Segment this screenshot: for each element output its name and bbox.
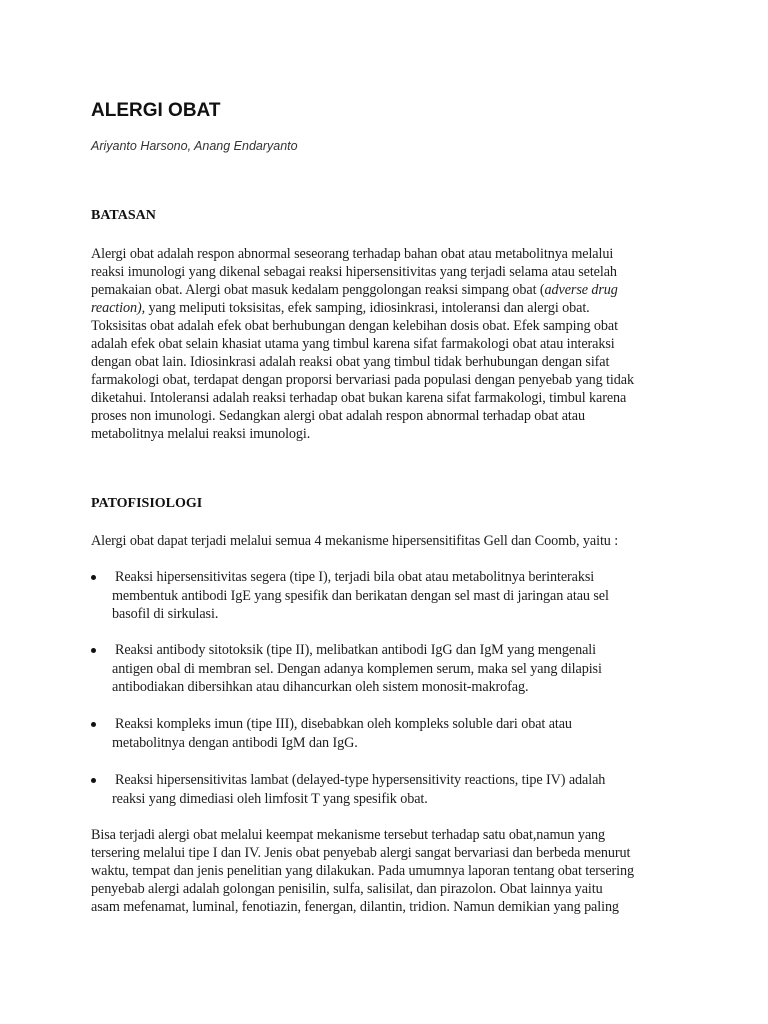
bullet-text: [112, 715, 692, 752]
bullet-text: [112, 641, 692, 697]
bullet-line: basofil di sirkulasi.: [112, 606, 219, 622]
paragraph-line: Alergi obat adalah respon abnormal seseorang terhadap bahan obat atau metabolitnya melalui: [91, 246, 614, 262]
paragraph-text: pemakaian obat. Alergi obat masuk kedalam penggolongan reaksi simpang obat (: [91, 282, 545, 298]
paragraph-line: farmakologi obat, terdapat dengan proporsi bervariasi pada populasi dengan penyebab yang tidak: [91, 372, 634, 388]
paragraph-line: metabolitnya melalui reaksi imunologi.: [91, 426, 311, 442]
reaction-term: reaction),: [91, 300, 146, 316]
bullet-line: reaksi yang dimediasi oleh limfosit T yang spesifik obat.: [112, 790, 428, 807]
bullet-line: antigen obal di membran sel. Dengan adanya komplemen serum, maka sel yang dilapisi: [112, 660, 602, 677]
bullet-line: Reaksi antibody sitotoksik (tipe II), melibatkan antibodi IgG dan IgM yang mengenali: [115, 642, 596, 658]
bullet-line: Reaksi kompleks imun (tipe III), disebabkan oleh kompleks soluble dari obat atau: [115, 716, 572, 732]
bullet-line: antibodiakan dibersihkan atau dihancurkan oleh sistem monosit-makrofag.: [112, 679, 529, 695]
paragraph-line: penyebab alergi adalah golongan penisilin, sulfa, salisilat, dan pirazolon. Obat lainnya yaitu: [91, 881, 603, 897]
paragraph-line: reaksi imunologi yang dikenal sebagai reaksi hipersensitivitas yang terjadi selama atau setelah: [91, 264, 617, 280]
paragraph-line: Toksisitas obat adalah efek obat berhubungan dengan kelebihan dosis obat. Efek samping obat: [91, 318, 618, 334]
paragraph-line: dengan obat lain. Idiosinkrasi adalah reaksi obat yang timbul tidak berhubungan dengan sifat: [91, 354, 610, 370]
bullet-icon: [91, 575, 96, 580]
section-heading-patofisiologi: PATOFISIOLOGI: [91, 496, 203, 511]
section-heading-batasan: BATASAN: [91, 208, 156, 223]
document-authors: Ariyanto Harsono, Anang Endaryanto: [91, 139, 298, 153]
bullet-line: Reaksi hipersensitivitas segera (tipe I), terjadi bila obat atau metabolitnya berinteraksi: [115, 569, 595, 585]
bullet-line: Reaksi hipersensitivitas lambat (delayed-type hypersensitivity reactions, tipe IV) adalah: [115, 772, 606, 788]
paragraph-line: Alergi obat dapat terjadi melalui semua 4 mekanisme hipersensitifitas Gell dan Coomb, yaitu :: [91, 533, 619, 549]
bullet-icon: [91, 648, 96, 653]
bullet-text: [112, 771, 692, 808]
bullet-text: [112, 568, 692, 624]
batasan-paragraph: [91, 245, 681, 443]
patofisiologi-closing-paragraph: [91, 826, 681, 916]
paragraph-line: proses non imunologi. Sedangkan alergi obat adalah respon abnormal terhadap obat atau: [91, 408, 585, 424]
patofisiologi-intro: [91, 532, 681, 550]
adverse-drug-term: adverse drug: [544, 282, 618, 298]
bullet-icon: [91, 778, 96, 783]
paragraph-line: diketahui. Intoleransi adalah reaksi terhadap obat bukan karena sifat farmakologi, timbul karena: [91, 390, 627, 406]
bullet-icon: [91, 722, 96, 727]
bullet-line: membentuk antibodi IgE yang spesifik dan berikatan dengan sel mast di jaringan atau sel: [112, 587, 609, 604]
paragraph-line: waktu, tempat dan jenis penelitian yang dilakukan. Pada umumnya laporan tentang obat tersering: [91, 863, 634, 879]
document-title: ALERGI OBAT: [91, 100, 221, 121]
paragraph-line: [91, 281, 681, 299]
paragraph-text: yang meliputi toksisitas, efek samping, idiosinkrasi, intoleransi dan alergi obat.: [145, 300, 590, 316]
paragraph-line: [91, 299, 681, 317]
paragraph-line: adalah efek obat selain khasiat utama yang timbul karena sifat farmakologi obat atau interaksi: [91, 336, 615, 352]
paragraph-line: asam mefenamat, luminal, fenotiazin, fenergan, dilantin, tridion. Namun demikian yang paling: [91, 899, 619, 915]
paragraph-line: Bisa terjadi alergi obat melalui keempat mekanisme tersebut terhadap satu obat,namun yang: [91, 827, 606, 843]
bullet-line: metabolitnya dengan antibodi IgM dan IgG.: [112, 734, 358, 751]
paragraph-line: tersering melalui tipe I dan IV. Jenis obat penyebab alergi sangat bervariasi dan berbeda menurut: [91, 845, 631, 861]
